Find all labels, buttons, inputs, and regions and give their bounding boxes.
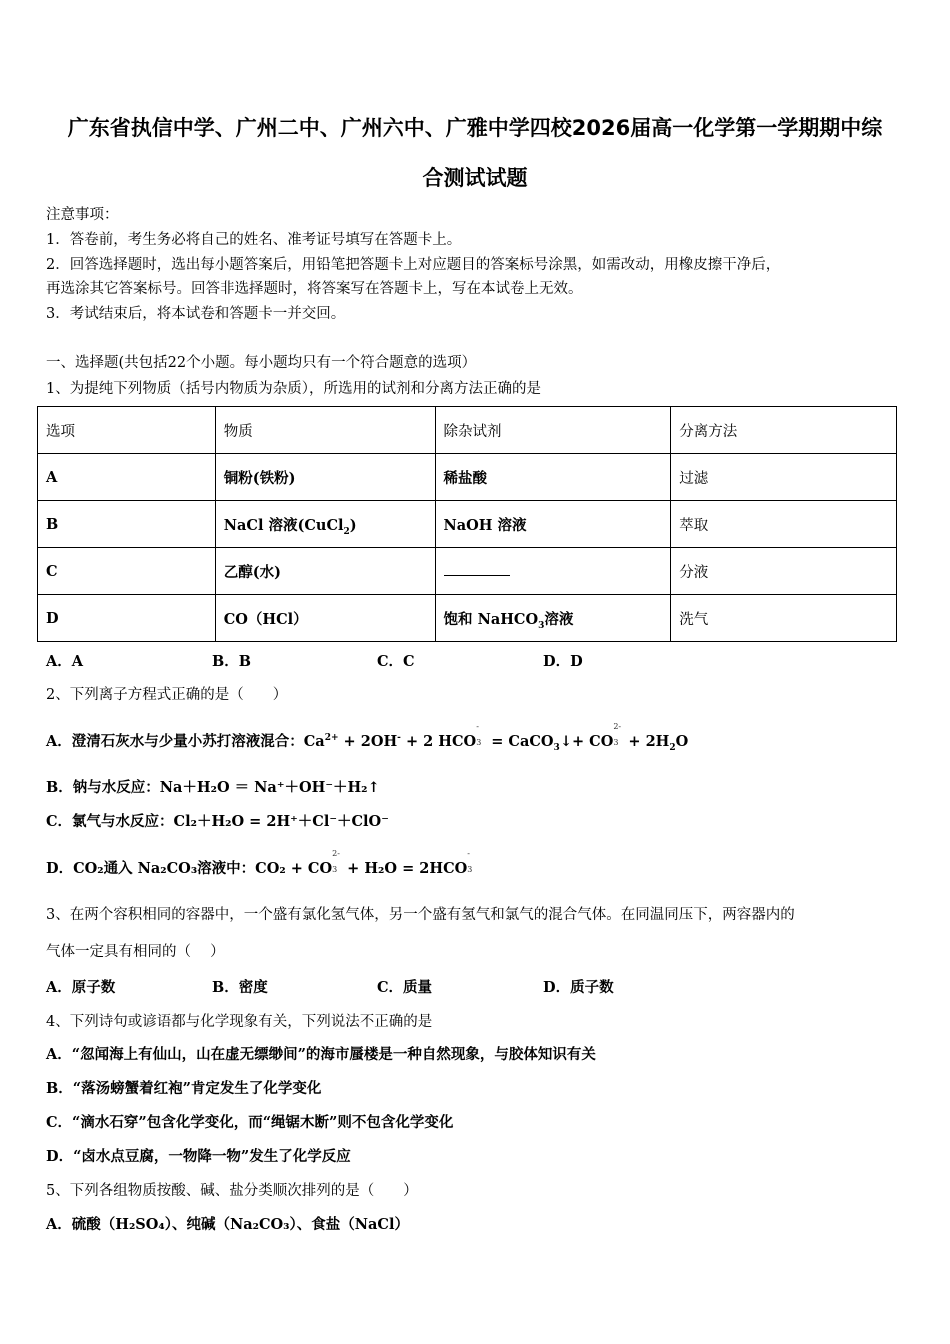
row-method: 萃取 bbox=[671, 501, 897, 548]
table-row bbox=[38, 501, 897, 548]
table-row bbox=[38, 595, 897, 642]
row-method: 洗气 bbox=[671, 595, 897, 642]
q1-table bbox=[37, 406, 897, 642]
table-row bbox=[38, 548, 897, 595]
row-option: D bbox=[38, 595, 216, 642]
q4-option-d: D．“卤水点豆腐，一物降一物”发生了化学反应 bbox=[46, 1148, 351, 1165]
header-cell: 分离方法 bbox=[671, 407, 897, 454]
q4-option-b: B．“落汤螃蟹着红袍”肯定发生了化学变化 bbox=[46, 1080, 322, 1097]
row-option: A bbox=[38, 454, 216, 501]
q3-option-a: A．原子数 bbox=[46, 979, 116, 996]
q3-option-d: D．质子数 bbox=[543, 979, 614, 996]
notes-heading: 注意事项： bbox=[46, 207, 119, 223]
row-reagent: 稀盐酸 bbox=[435, 454, 671, 501]
ion-charge: - 3 bbox=[467, 849, 473, 874]
row-option: B bbox=[38, 501, 216, 548]
header-cell: 除杂试剂 bbox=[435, 407, 671, 454]
row-method: 过滤 bbox=[671, 454, 897, 501]
page-title-line2: 合测试试题 bbox=[422, 166, 528, 190]
note-item-2: 2．回答选择题时，选出每小题答案后，用铅笔把答题卡上对应题目的答案标号涂黑，如需改动，用橡皮擦干净后， bbox=[46, 257, 781, 273]
row-substance: CO（HCl） bbox=[215, 595, 435, 642]
note-item-1: 1．答卷前，考生务必将自己的姓名、准考证号填写在答题卡上。 bbox=[46, 232, 462, 248]
row-option: C bbox=[38, 548, 216, 595]
q5-option-a: A．硫酸（H₂SO₄）、纯碱（Na₂CO₃）、食盐（NaCl） bbox=[46, 1216, 409, 1233]
q1-stem: 1、为提纯下列物质（括号内物质为杂质），所选用的试剂和分离方法正确的是 bbox=[46, 381, 541, 397]
section-heading: 一、选择题(共包括22个小题。每小题均只有一个符合题意的选项） bbox=[46, 355, 477, 371]
ion-charge: 2- 3 bbox=[332, 849, 340, 874]
q2-option-d: D．CO₂通入 Na₂CO₃溶液中：CO₂ + CO 2- 3 + H₂O = 2HCO - 3 bbox=[46, 857, 477, 878]
q2-stem: 2、下列离子方程式正确的是（ ） bbox=[46, 687, 288, 703]
q1-option-a: A．A bbox=[46, 653, 84, 670]
q4-stem: 4、下列诗句或谚语都与化学现象有关，下列说法不正确的是 bbox=[46, 1014, 433, 1030]
q3-option-c: C．质量 bbox=[377, 979, 433, 996]
note-item-2-cont: 再选涂其它答案标号。回答非选择题时，将答案写在答题卡上，写在本试卷上无效。 bbox=[46, 281, 583, 297]
row-reagent: NaOH 溶液 bbox=[435, 501, 671, 548]
q3-stem-line2: 气体一定具有相同的（ ） bbox=[46, 944, 225, 960]
q1-option-c: C．C bbox=[377, 653, 415, 670]
q4-option-a: A．“忽闻海上有仙山，山在虚无缥缈间”的海市蜃楼是一种自然现象，与胶体知识有关 bbox=[46, 1046, 596, 1063]
row-substance: 乙醇(水) bbox=[215, 548, 435, 595]
q1-option-b: B．B bbox=[212, 653, 252, 670]
row-reagent-blank bbox=[435, 548, 671, 595]
note-item-3: 3．考试结束后，将本试卷和答题卡一并交回。 bbox=[46, 306, 346, 322]
q1-option-d: D．D bbox=[543, 653, 583, 670]
row-substance: NaCl 溶液(CuCl$_2$) bbox=[215, 501, 435, 548]
row-reagent: 饱和 NaHCO$_3$溶液 bbox=[435, 595, 671, 642]
q3-option-b: B．密度 bbox=[212, 979, 268, 996]
header-cell: 物质 bbox=[215, 407, 435, 454]
table-row bbox=[38, 454, 897, 501]
q2-option-a: A．澄清石灰水与少量小苏打溶液混合：$Ca^{2+} + 2OH^- + 2$ HCO - 3 = CaCO$_3$↓+ CO 2- 3 + $2H_2O$ bbox=[46, 722, 689, 753]
row-substance: 铜粉(铁粉) bbox=[215, 454, 435, 501]
q4-option-c: C．“滴水石穿”包含化学变化，而“绳锯木断”则不包含化学变化 bbox=[46, 1114, 454, 1131]
ion-charge: - 3 bbox=[476, 722, 482, 747]
q5-stem: 5、下列各组物质按酸、碱、盐分类顺次排列的是（ ） bbox=[46, 1183, 418, 1199]
header-cell: 选项 bbox=[38, 407, 216, 454]
q2-option-b: B．钠与水反应：Na＋H₂O ＝ Na⁺＋OH⁻＋H₂↑ bbox=[46, 779, 380, 796]
row-method: 分液 bbox=[671, 548, 897, 595]
q3-stem-line1: 3、在两个容积相同的容器中，一个盛有氯化氢气体，另一个盛有氢气和氯气的混合气体。在同温同压下，两容器内的 bbox=[46, 907, 795, 923]
table-header-row bbox=[38, 407, 897, 454]
page-title-line1: 广东省执信中学、广州二中、广州六中、广雅中学四校2026届高一化学第一学期期中综 bbox=[67, 116, 883, 140]
blank-line bbox=[444, 563, 510, 576]
ion-charge: 2- 3 bbox=[613, 722, 622, 747]
q2-option-c: C．氯气与水反应：Cl₂＋H₂O = 2H⁺＋Cl⁻＋ClO⁻ bbox=[46, 813, 389, 830]
